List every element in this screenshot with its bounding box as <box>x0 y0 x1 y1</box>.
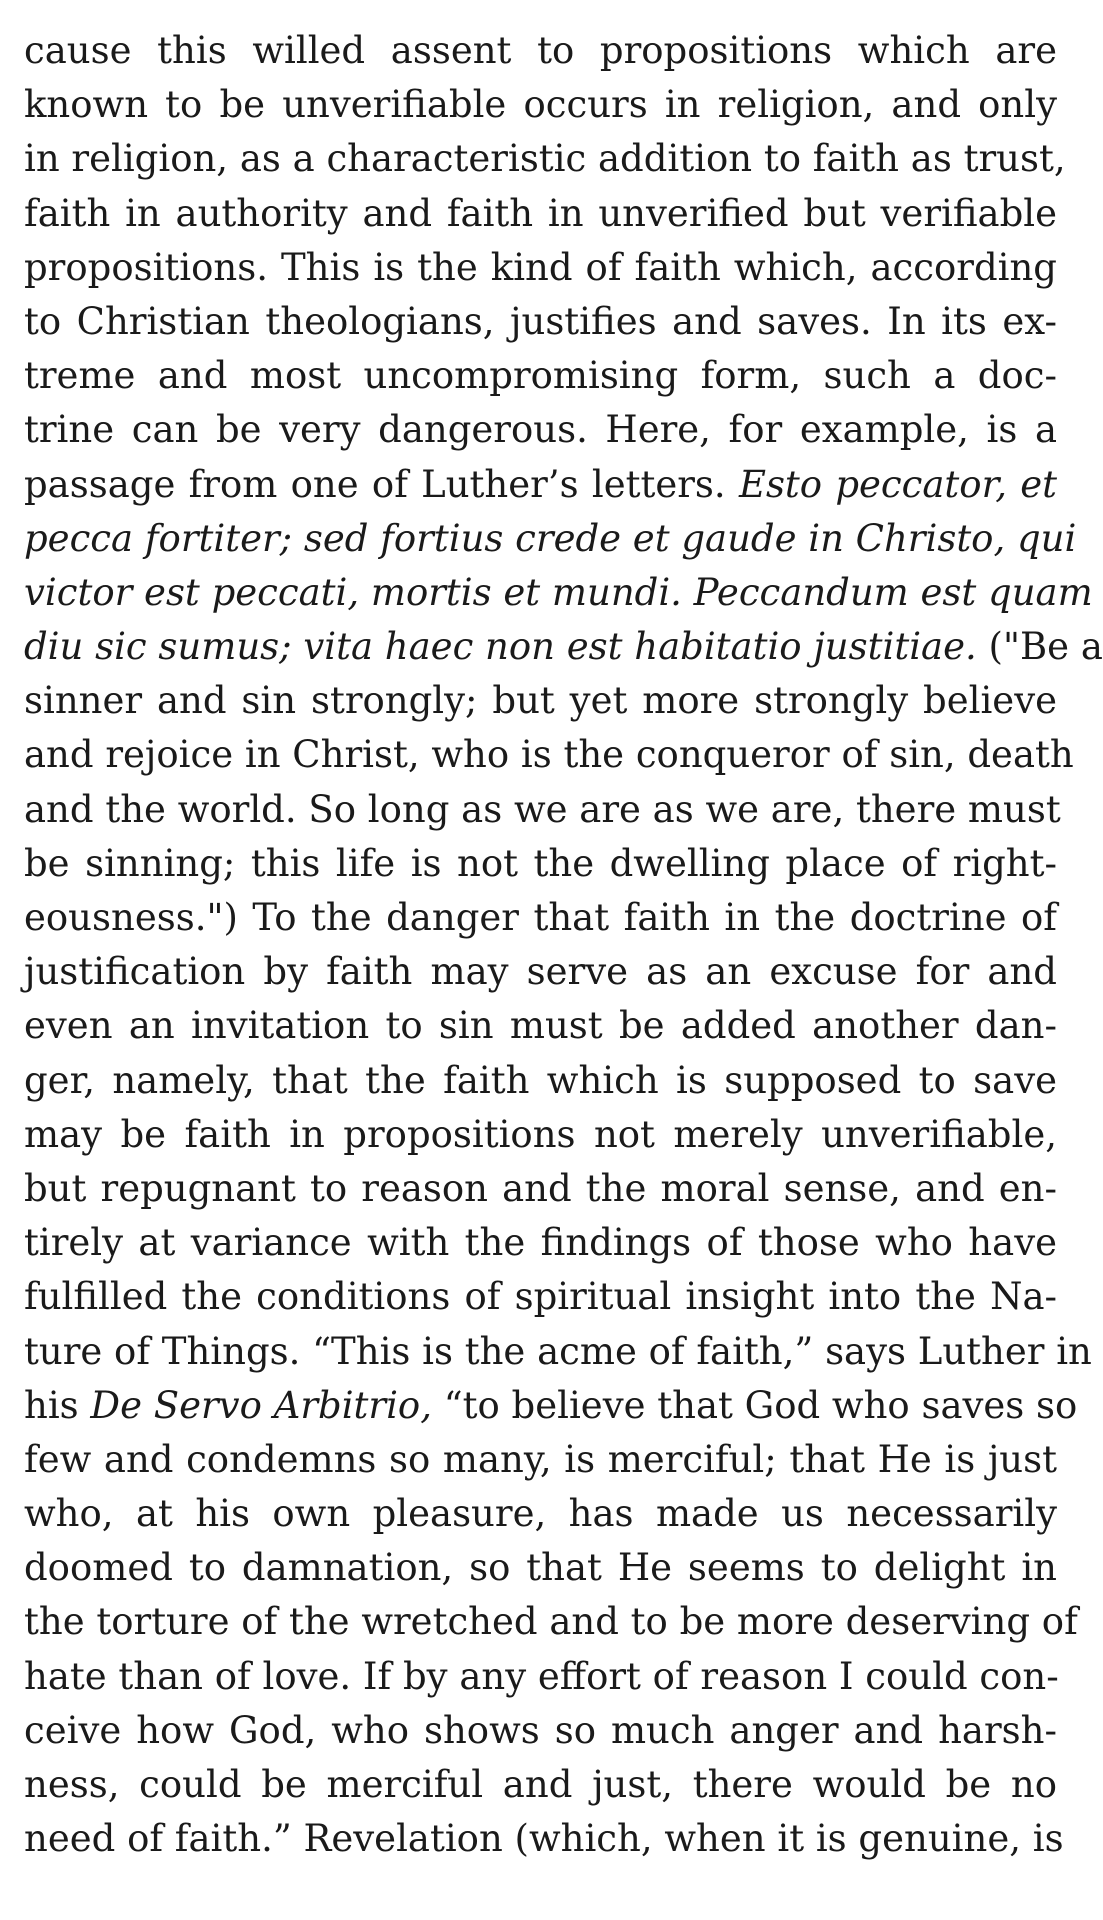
text-line <box>24 295 1057 349</box>
text-line <box>24 24 1057 78</box>
text-run: even an invitation to sin must be added another dan- <box>24 1004 1057 1048</box>
text-run: tirely at variance with the findings of those who have <box>24 1221 1057 1265</box>
text-run: be sinning; this life is not the dwelling place of right- <box>24 841 1057 885</box>
text-line <box>24 728 1074 782</box>
text-run: treme and most uncompromising form, such a doc- <box>24 354 1057 398</box>
text-run: hate than of love. If by any effort of reason I could con- <box>24 1654 1059 1698</box>
text-line <box>24 1704 1057 1758</box>
text-run: ceive how God, who shows so much anger and harsh- <box>24 1708 1057 1752</box>
text-run: and rejoice in Christ, who is the conqueror of sin, death <box>24 733 1074 777</box>
italic-text: pecca fortiter; sed fortius crede et gaude in Christo, qui <box>24 516 1077 560</box>
text-run: passage from one of Luther’s letters. <box>24 462 739 506</box>
text-run: faith in authority and faith in unverified but verifiable <box>24 191 1057 235</box>
italic-text: Esto peccator, et <box>738 462 1057 506</box>
text-line <box>24 674 1057 728</box>
text-run: to Christian theologians, justifies and saves. In its ex- <box>24 299 1057 343</box>
text-run: trine can be very dangerous. Here, for example, is a <box>24 408 1057 452</box>
text-run: ("Be a <box>976 625 1103 669</box>
text-line <box>24 1433 1057 1487</box>
text-line <box>24 891 1057 945</box>
text-run: ger, namely, that the faith which is supposed to save <box>24 1058 1057 1102</box>
text-run: cause this willed assent to propositions which are <box>24 29 1057 72</box>
text-line <box>24 1379 1078 1433</box>
text-run: known to be unverifiable occurs in religion, and only <box>24 83 1057 127</box>
text-line <box>24 999 1057 1053</box>
text-line <box>24 1216 1057 1270</box>
text-run: doomed to damnation, so that He seems to delight in <box>24 1546 1057 1590</box>
text-line <box>24 403 1057 457</box>
text-run: “to believe that God who saves so <box>431 1383 1078 1427</box>
text-line <box>24 458 1057 512</box>
text-line <box>24 620 1103 674</box>
text-line <box>24 1595 1078 1649</box>
text-line <box>24 1325 1092 1379</box>
text-line <box>24 187 1057 241</box>
text-line <box>24 132 1066 186</box>
text-run: ture of Things. “This is the acme of faith,” says Luther in <box>24 1329 1092 1373</box>
text-line <box>24 945 1057 999</box>
text-line <box>24 1812 1064 1866</box>
text-run: in religion, as a characteristic addition to faith as trust, <box>24 137 1066 181</box>
italic-text: diu sic sumus; vita haec non est habitatio justitiae. <box>24 625 977 669</box>
body-paragraph <box>24 24 1103 1866</box>
text-line <box>24 566 1093 620</box>
italic-text: De Servo Arbitrio, <box>90 1383 432 1427</box>
text-run: the torture of the wretched and to be more deserving of <box>24 1600 1078 1644</box>
text-run: propositions. This is the kind of faith which, according <box>24 245 1057 289</box>
text-line <box>24 1054 1057 1108</box>
text-run: few and condemns so many, is merciful; that He is just <box>24 1437 1057 1481</box>
text-run: eousness.") To the danger that faith in the doctrine of <box>24 896 1057 939</box>
text-line <box>24 1270 1057 1324</box>
text-line <box>24 1487 1057 1541</box>
text-run: need of faith.” Revelation (which, when it is genuine, is <box>24 1817 1064 1861</box>
text-run: justification by faith may serve as an excuse for and <box>24 950 1057 994</box>
italic-text: victor est peccati, mortis et mundi. Peccandum est quam <box>24 570 1093 614</box>
text-line <box>24 1650 1057 1704</box>
text-run: and the world. So long as we are as we are, there must <box>24 787 1061 831</box>
text-run: his <box>24 1383 91 1427</box>
text-line <box>24 1541 1057 1595</box>
text-run: may be faith in propositions not merely unverifiable, <box>24 1112 1057 1156</box>
text-run: who, at his own pleasure, has made us necessarily <box>24 1492 1057 1536</box>
text-line <box>24 1758 1057 1812</box>
text-run: but repugnant to reason and the moral sense, and en- <box>24 1166 1057 1210</box>
text-line <box>24 1108 1057 1162</box>
text-line <box>24 512 1077 566</box>
text-line <box>24 78 1057 132</box>
text-run: fulfilled the conditions of spiritual insight into the Na- <box>24 1275 1057 1319</box>
text-line <box>24 1162 1057 1216</box>
text-line <box>24 783 1061 837</box>
reader-page <box>24 24 1103 1866</box>
text-line <box>24 241 1057 295</box>
text-line <box>24 837 1057 891</box>
text-run: ness, could be merciful and just, there would be no <box>24 1763 1057 1806</box>
text-run: sinner and sin strongly; but yet more strongly believe <box>24 679 1057 723</box>
text-line <box>24 349 1057 403</box>
